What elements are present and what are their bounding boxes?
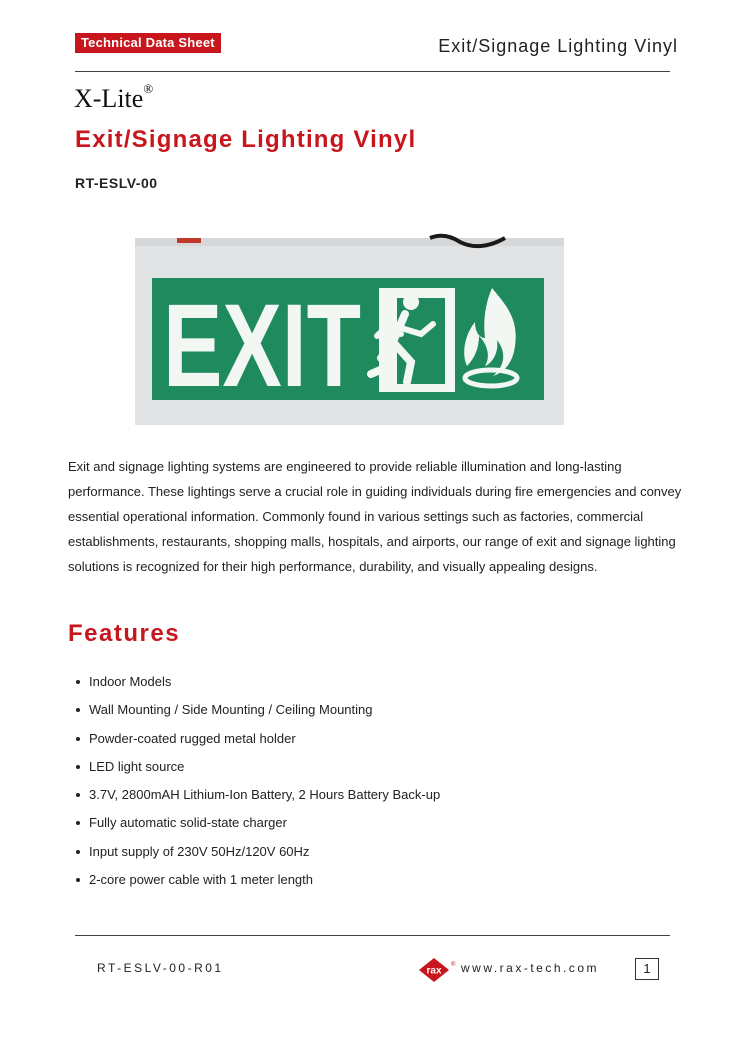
feature-item: Indoor Models — [75, 668, 440, 696]
product-code: RT-ESLV-00 — [75, 175, 158, 191]
svg-text:®: ® — [451, 962, 456, 968]
sign-text: EXIT — [163, 280, 361, 412]
header-title: Exit/Signage Lighting Vinyl — [438, 36, 678, 56]
feature-item: Fully automatic solid-state charger — [75, 809, 440, 837]
feature-item: 3.7V, 2800mAH Lithium-Ion Battery, 2 Hours Battery Back-up — [75, 781, 440, 809]
header-divider — [75, 71, 670, 72]
doc-type-badge: Technical Data Sheet — [75, 33, 221, 53]
feature-item: Powder-coated rugged metal holder — [75, 725, 440, 753]
rax-logo — [418, 957, 454, 983]
footer-url[interactable]: www.rax-tech.com — [461, 961, 600, 975]
product-title: Exit/Signage Lighting Vinyl — [75, 126, 417, 153]
footer-divider — [75, 935, 670, 936]
logo-text: rax — [426, 965, 442, 977]
page-number: 1 — [635, 958, 659, 980]
running-man-icon — [371, 288, 455, 392]
feature-item: Wall Mounting / Side Mounting / Ceiling Mounting — [75, 696, 440, 724]
brand-name: X-Lite — [74, 84, 144, 113]
product-description: Exit and signage lighting systems are engineered to provide reliable illumination and long-lasting performance. These lightings serve a crucial role in guiding individuals during fire emergencies and convey essential operational information. Commonly found in various settings such as factories, commercial establishments, restaurants, shopping malls, hospitals, and airports, our range of exit and signage lighting solutions is recognized for their high performance, durability, and visually appealing designs. — [68, 459, 682, 574]
footer-doc-code: RT-ESLV-00-R01 — [97, 961, 224, 975]
brand-logo — [74, 81, 154, 114]
feature-item: LED light source — [75, 753, 440, 781]
features-list — [75, 668, 440, 894]
product-photo — [135, 238, 564, 425]
features-heading: Features — [68, 620, 181, 647]
feature-item: Input supply of 230V 50Hz/120V 60Hz — [75, 838, 440, 866]
feature-item: 2-core power cable with 1 meter length — [75, 866, 440, 894]
registered-mark: ® — [143, 81, 154, 97]
